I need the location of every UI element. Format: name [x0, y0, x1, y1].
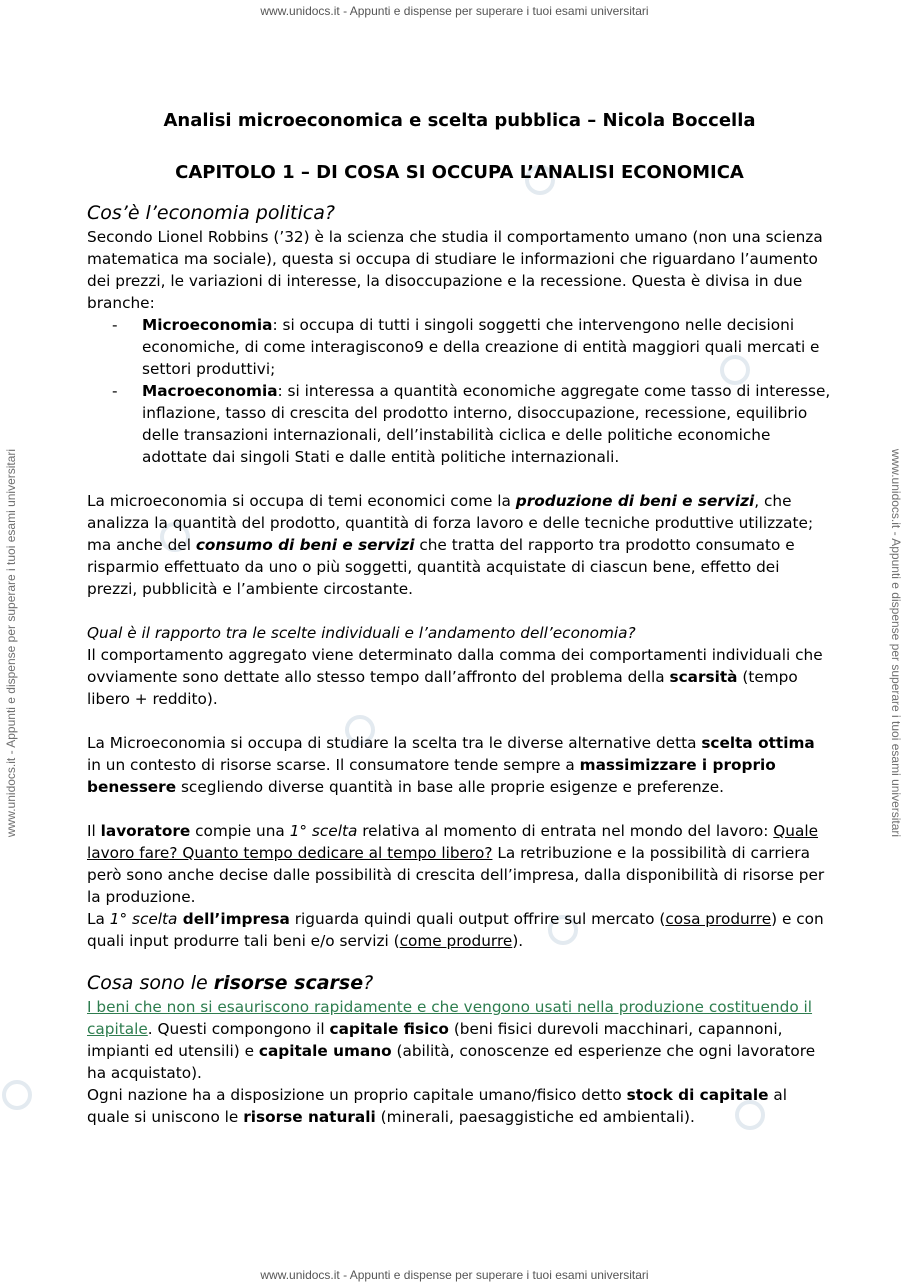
- text-run: , che analizza la quantità del prodotto, quantità di forza lavoro e delle tecniche produttive utilizzate; ma anche del: [87, 492, 814, 554]
- watermark-left: www.unidocs.it - Appunti e dispense per superare i tuoi esami universitari: [4, 448, 18, 838]
- microeconomia-paragraph: [87, 490, 832, 600]
- watermark-right: www.unidocs.it - Appunti e dispense per superare i tuoi esami universitari: [889, 448, 903, 838]
- text-run: La Microeconomia si occupa di studiare la scelta tra le diverse alternative detta: [87, 734, 702, 752]
- text-run: ?: [363, 972, 374, 994]
- list-item-macroeconomia: [87, 380, 832, 468]
- underlined-cosa-produrre: cosa produrre: [665, 910, 772, 928]
- section-heading-economia-politica: Cos’è l’economia politica?: [87, 202, 335, 224]
- intro-paragraph: Secondo Lionel Robbins (’32) è la scienza che studia il comportamento umano (non una scienza matematica ma sociale), questa si occupa di studiare le informazioni che riguardano l’aumento dei prezzi, le variazioni di interesse, la disoccupazione e la recessione. Questa è divisa in due branche:: [87, 228, 823, 312]
- list-dash: -: [112, 316, 118, 334]
- text-run: in un contesto di risorse scarse. Il consumatore tende sempre a: [87, 756, 580, 774]
- watermark-bottom: www.unidocs.it - Appunti e dispense per superare i tuoi esami universitari: [260, 1268, 649, 1282]
- text-run: ) e con quali input produrre tali beni e/o servizi (: [87, 910, 824, 950]
- impresa-paragraph: [87, 908, 832, 952]
- term-lavoratore: lavoratore: [100, 822, 191, 840]
- text-run: relativa al momento di entrata nel mondo del lavoro:: [357, 822, 774, 840]
- text-run: . Questi compongono il: [147, 1020, 330, 1038]
- emphasis-consumo: consumo di beni e servizi: [195, 536, 415, 554]
- term-massimizzare: massimizzare i proprio benessere: [87, 756, 776, 796]
- lavoratore-paragraph: [87, 820, 832, 908]
- text-run: (abilità, conoscenze ed esperienze che ogni lavoratore ha acquistato).: [87, 1042, 816, 1082]
- text-run: Il: [87, 822, 101, 840]
- term-capitale-umano: capitale umano: [258, 1042, 392, 1060]
- stock-paragraph: [87, 1084, 832, 1128]
- underlined-questions: Quale lavoro fare? Quanto tempo dedicare al tempo libero?: [87, 822, 819, 862]
- term-macroeconomia: Macroeconomia: [142, 382, 278, 400]
- chapter-heading: CAPITOLO 1 – DI COSA SI OCCUPA L’ANALISI ECONOMICA: [175, 162, 744, 183]
- emphasis-produzione: produzione di beni e servizi: [515, 492, 755, 510]
- watermark-logo-icon: [2, 1080, 32, 1110]
- list-dash: -: [112, 382, 118, 400]
- text-run: La microeconomia si occupa di temi economici come la: [87, 492, 516, 510]
- watermark-top: www.unidocs.it - Appunti e dispense per superare i tuoi esami universitari: [260, 4, 649, 18]
- text-run: Cosa sono le: [87, 972, 214, 994]
- underlined-come-produrre: come produrre: [399, 932, 513, 950]
- term-scarsita: scarsità: [669, 668, 738, 686]
- text-run: (tempo libero + reddito).: [87, 668, 798, 708]
- text-run: scegliendo diverse quantità in base alle proprie esigenze e preferenze.: [176, 778, 724, 796]
- term-impresa: dell’impresa: [177, 910, 290, 928]
- text-run: compie una: [190, 822, 290, 840]
- term-risorse-naturali: risorse naturali: [243, 1108, 376, 1126]
- list-item-text: : si interessa a quantità economiche aggregate come tasso di interesse, inflazione, tasso di crescita del prodotto interno, disoccupazione, recessione, equilibrio delle transazioni internazionali, dell’instabilità ciclica e delle politiche economiche adottate dai singoli Stati e dalle entità politiche internazionali.: [142, 382, 831, 466]
- term-scelta-ottima: scelta ottima: [701, 734, 815, 752]
- text-run: al quale si uniscono le: [87, 1086, 787, 1126]
- term-microeconomia: Microeconomia: [142, 316, 273, 334]
- italic-prima-scelta: 1° scelta: [289, 822, 358, 840]
- list-item-text: : si occupa di tutti i singoli soggetti che intervengono nelle decisioni economiche, di come interagiscono9 e della creazione di entità maggiori quali mercati e settori produttivi;: [142, 316, 820, 378]
- text-run: che tratta del rapporto tra prodotto consumato e risparmio effettuato da uno o più soggetti, quantità acquistate di ciascun bene, effetto dei prezzi, pubblicità e l’ambiente circostante.: [87, 536, 795, 598]
- text-run: (minerali, paesaggistiche ed ambientali).: [375, 1108, 695, 1126]
- document-title: Analisi microeconomica e scelta pubblica – Nicola Boccella: [163, 110, 756, 131]
- capitale-paragraph: [87, 996, 832, 1084]
- term-capitale-fisico: capitale fisico: [329, 1020, 449, 1038]
- branches-list: [87, 314, 832, 468]
- aggregate-paragraph: [87, 644, 832, 710]
- text-run: Ogni nazione ha a disposizione un proprio capitale umano/fisico detto: [87, 1086, 627, 1104]
- term-stock-capitale: stock di capitale: [626, 1086, 769, 1104]
- text-run: La: [87, 910, 110, 928]
- heading-emphasis: risorse scarse: [213, 972, 364, 994]
- text-run: Il comportamento aggregato viene determinato dalla comma dei comportamenti individuali che ovviamente sono dettate allo stesso tempo dall’affronto del problema della: [87, 646, 823, 686]
- list-item-microeconomia: [87, 314, 832, 380]
- text-run: La retribuzione e la possibilità di carriera però sono anche decise dalle possibilità di crescita dell’impresa, dalla disponibilità di risorse per la produzione.: [87, 844, 825, 906]
- scelta-ottima-paragraph: [87, 732, 832, 798]
- section-heading-risorse-scarse: [87, 970, 832, 996]
- italic-prima-scelta: 1° scelta: [109, 910, 178, 928]
- highlighted-definition: I beni che non si esauriscono rapidamente e che vengono usati nella produzione costituendo il capitale: [87, 998, 813, 1038]
- document-page: [87, 108, 832, 1128]
- question-scelte-individuali: Qual è il rapporto tra le scelte individuali e l’andamento dell’economia?: [87, 624, 636, 642]
- text-run: riguarda quindi quali output offrire sul mercato (: [289, 910, 666, 928]
- text-run: ).: [512, 932, 524, 950]
- text-run: (beni fisici durevoli macchinari, capannoni, impianti ed utensili) e: [87, 1020, 783, 1060]
